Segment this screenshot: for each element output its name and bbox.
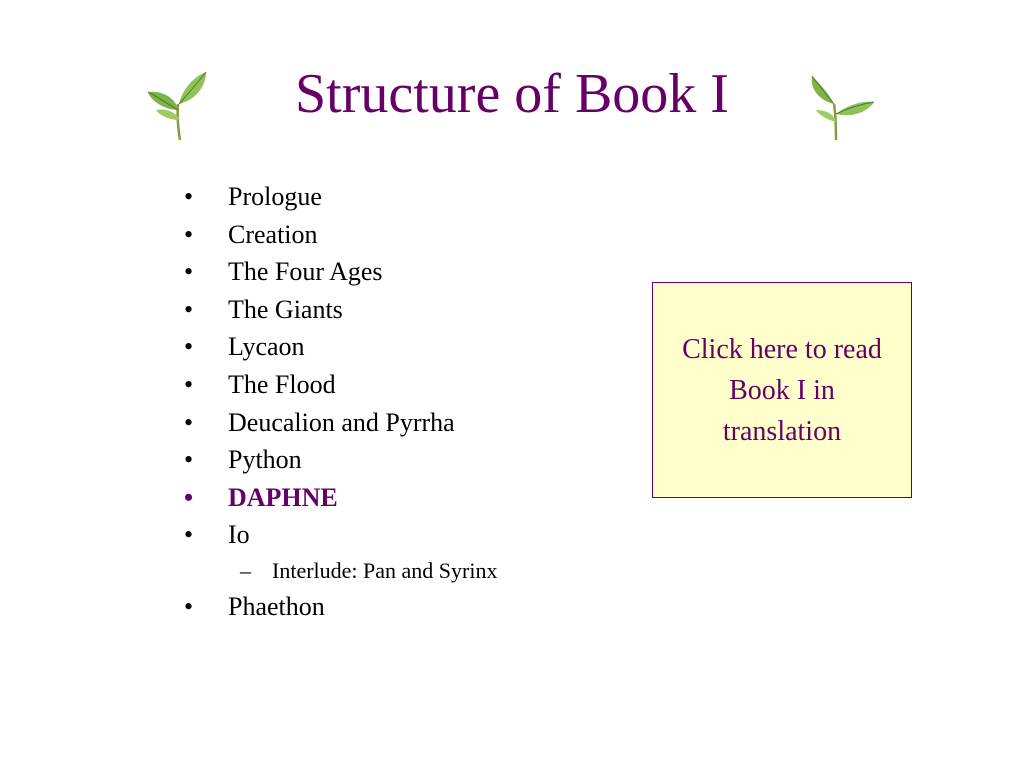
leaf-sprig-icon: [806, 70, 880, 144]
list-item-label: DAPHNE: [228, 482, 338, 512]
bullet-marker: •: [184, 332, 194, 362]
list-item-label: The Four Ages: [228, 257, 383, 287]
section-list: [184, 178, 497, 626]
list-item-label: Deucalion and Pyrrha: [228, 407, 455, 437]
list-item: [184, 441, 497, 479]
read-translation-link[interactable]: [652, 282, 912, 498]
list-item-label: Python: [228, 445, 302, 475]
list-item-label: Interlude: Pan and Syrinx: [272, 557, 498, 583]
list-item: [184, 216, 497, 254]
page-title: Structure of Book I: [295, 63, 729, 125]
dash-marker: –: [240, 557, 251, 583]
list-item: [184, 291, 497, 329]
bullet-marker: •: [184, 520, 194, 550]
sub-list-item: [184, 554, 497, 588]
bullet-marker: •: [184, 445, 194, 475]
list-item: [184, 253, 497, 291]
list-item-label: The Giants: [228, 294, 343, 324]
list-item: [184, 588, 497, 626]
list-item-label: Io: [228, 520, 250, 550]
list-item-label: Prologue: [228, 182, 322, 211]
list-item: [184, 404, 497, 442]
list-item: [184, 178, 497, 216]
bullet-marker: •: [184, 591, 194, 621]
list-item: [184, 516, 497, 554]
list-item-label: Phaethon: [228, 591, 325, 621]
list-item-label: Creation: [228, 219, 318, 249]
bullet-marker: •: [184, 369, 194, 399]
bullet-marker: •: [184, 482, 194, 512]
list-item-current: [184, 479, 497, 517]
bullet-marker: •: [184, 182, 194, 211]
leaf-sprig-icon: [144, 70, 218, 144]
bullet-marker: •: [184, 294, 194, 324]
bullet-marker: •: [184, 407, 194, 437]
list-item-label: The Flood: [228, 369, 336, 399]
list-item: [184, 366, 497, 404]
bullet-marker: •: [184, 219, 194, 249]
read-translation-link-text: Click here to read Book I in translation: [682, 333, 882, 447]
bullet-marker: •: [184, 257, 194, 287]
list-item-label: Lycaon: [228, 332, 305, 362]
list-item: [184, 328, 497, 366]
